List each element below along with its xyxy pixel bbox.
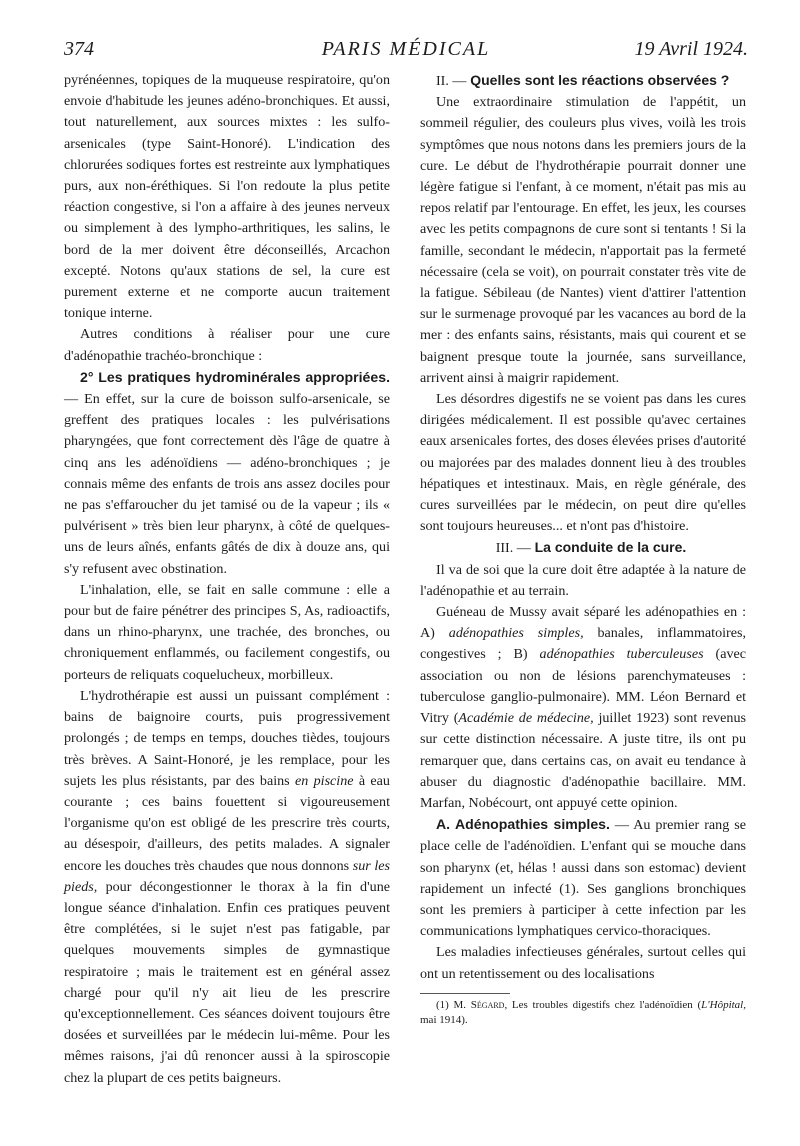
paragraph: Une extraordinaire stimulation de l'appétit, un sommeil régulier, des couleurs plus vives, voilà les trois symptômes que nous notons dans les premiers jours de la cure. Le début de l'hydrothérapie pourrait donner une légère fatigue si l'enfant, à ce moment, n'était pas mis au repos relatif par l'entourage. En effet, les jeux, les courses avec les petits compagnons de cure sont si tentants ! Si la famille, secondant le médecin, n'apportait pas la fermeté nécessaire (cela se voit), on pourrait constater très vite de la fatigue. Sébileau (de Nantes) vient d'attirer l'attention sur le surmenage provoqué par les vacances au bord de la mer : des enfants sains, résistants, mais qui courent et se baignent presque toute la journée, sans surveillance, arrivent ainsi à maigrir rapidement. [420,94,746,386]
paragraph: Guéneau de Mussy avait séparé les adénopathies en : A) adénopathies simples, banales, inflammatoires, congestives ; B) adénopathies tuberculeuses (avec association ou non de lésions parenchymateuses : tuberculose ganglio-pulmonaire). MM. Léon Bernard et Vitry (Académie de médecine, juillet 1923) sont revenus sur cette distinction nécessaire. A juste titre, ils ont pu remarquer que, dans certains cas, on avait eu tendance à abuser du diagnostic d'adénopathie bacillaire. MM. Marfan, Nobécourt, ont appuyé cette opinion. [420,604,747,811]
issue-date: 19 Avril 1924. [634,38,748,60]
page-number: 374 [64,38,94,60]
paragraph: L'hydrothérapie est aussi un puissant complément : bains de baignoire courts, puis progressivement prolongés ; de temps en temps, douches tièdes, toujours très brèves. A Saint-Honoré, je les remplace, pour les sujets les plus résistants, par des bains en piscine à eau courante ; ces bains fouettent si vigoureusement l'organisme qu'on est obligé de les prescrire très courts, au désespoir, d'ailleurs, des petits malades. A signaler encore les douches très chaudes que nous donnons sur les pieds, pour décongestionner le thorax à la fin d'une longue séance d'inhalation. Enfin ces pratiques peuvent être complétées, si le sujet n'est pas fatigable, par quelques mouvements simples de gymnastique respiratoire ; mais le traitement est en général assez chargé pour qu'il n'y ait lieu de les prescrire qu'exceptionnellement. Ces séances doivent toujours être dosées et surveillées par le médecin lui-même. Pour les mêmes raisons, j'ai dû renoncer aussi à la spiroscopie chez la plupart de ces petits baigneurs. [64,687,390,1086]
section-heading: II. — Quelles sont les réactions observées ? [436,72,730,89]
paragraph: Les désordres digestifs ne se voient pas dans les cures dirigées médicalement. Il est possible qu'avec certaines eaux arsenicales fortes, des doses élevées prises d'autorité ou majorées par des malades donnent lieu à des troubles hépatiques et intestinaux. Mais, en règle générale, des cures surveillées par le médecin, on peut dire qu'elles sont toujours heureuses... et n'ont pas d'histoire. [420,391,746,535]
paragraph: L'inhalation, elle, se fait en salle commune : elle a pour but de faire pénétrer des principes S, As, radioactifs, dans un rhino-pharynx, une trachée, des bronches, ou chroniquement enflammés, ou facilement congestifs, ou porteurs de reliquats coquelucheux, morbilleux. [64,581,390,683]
paragraph: Les maladies infectieuses générales, surtout celles qui ont un retentissement ou des localisations [420,944,746,982]
paragraph: Il va de soi que la cure doit être adaptée à la nature de l'adénopathie et au terrain. [420,561,746,599]
paragraph: pyrénéennes, topiques de la muqueuse respiratoire, qu'on envoie d'habitude les jeunes adéno-bronchiques. Et aussi, tout naturellement, aux sources mixtes : les sulfo-arsenicales (type Saint-Honoré). L'indication des chlorurées sodiques fortes est restreinte aux lymphatiques purs, aux non-éréthiques. Si l'on redoute la plus petite réaction congestive, si l'on a affaire à des jeunes nerveux ou simplement à des lympho-arthritiques, les salins, le bord de la mer doivent être déconseillés, Arcachon excepté. Notons qu'aux stations de sel, la cure est purement externe et ne comporte aucun traitement tonique interne. [64,72,390,322]
subsection-heading: 2° Les pratiques hydrominérales appropriées. [80,368,390,385]
journal-title: PARIS MÉDICAL [321,38,491,60]
paragraph: 2° Les pratiques hydrominérales appropriées. — En effet, sur la cure de boisson sulfo-arsenicale, se greffent des pratiques locales : les pulvérisations pharyngées, que font correctement dès l'âge de quatre à cinq ans les adénoïdiens — adéno-bronchiques ; je connais même des enfants de trois ans assez dociles pour ne pas s'effaroucher du jet tamisé ou de la vapeur ; ils « pulvérisent » très bien leur pharynx, à côté de quelques-uns de leurs aînés, enfants gâtés de dix à douze ans, qui s'y refusent avec obstination. [64,368,390,577]
left-column [64,70,390,1089]
right-column [420,70,746,1028]
footnote-divider [420,993,510,994]
paragraph: Autres conditions à réaliser pour une cure d'adénopathie trachéo-bronchique : [64,326,390,364]
subsection-heading: A. Adénopathies simples. [436,816,610,833]
section-heading: III. — La conduite de la cure. [495,539,687,557]
footnote: (1) M. Ségard, Les troubles digestifs chez l'adénoïdien (L'Hôpital, mai 1914). [420,998,746,1026]
page-header [64,38,748,68]
paragraph: A. Adénopathies simples. — Au premier rang se place celle de l'adénoïdien. L'enfant qui se mouche dans son pharynx (et, hélas ! aussi dans son estomac) devient rapidement un infecté (1). Ses ganglions bronchiques sont les premiers à participer à cette infection par les communications lymphatiques cervico-thoraciques. [420,816,746,940]
